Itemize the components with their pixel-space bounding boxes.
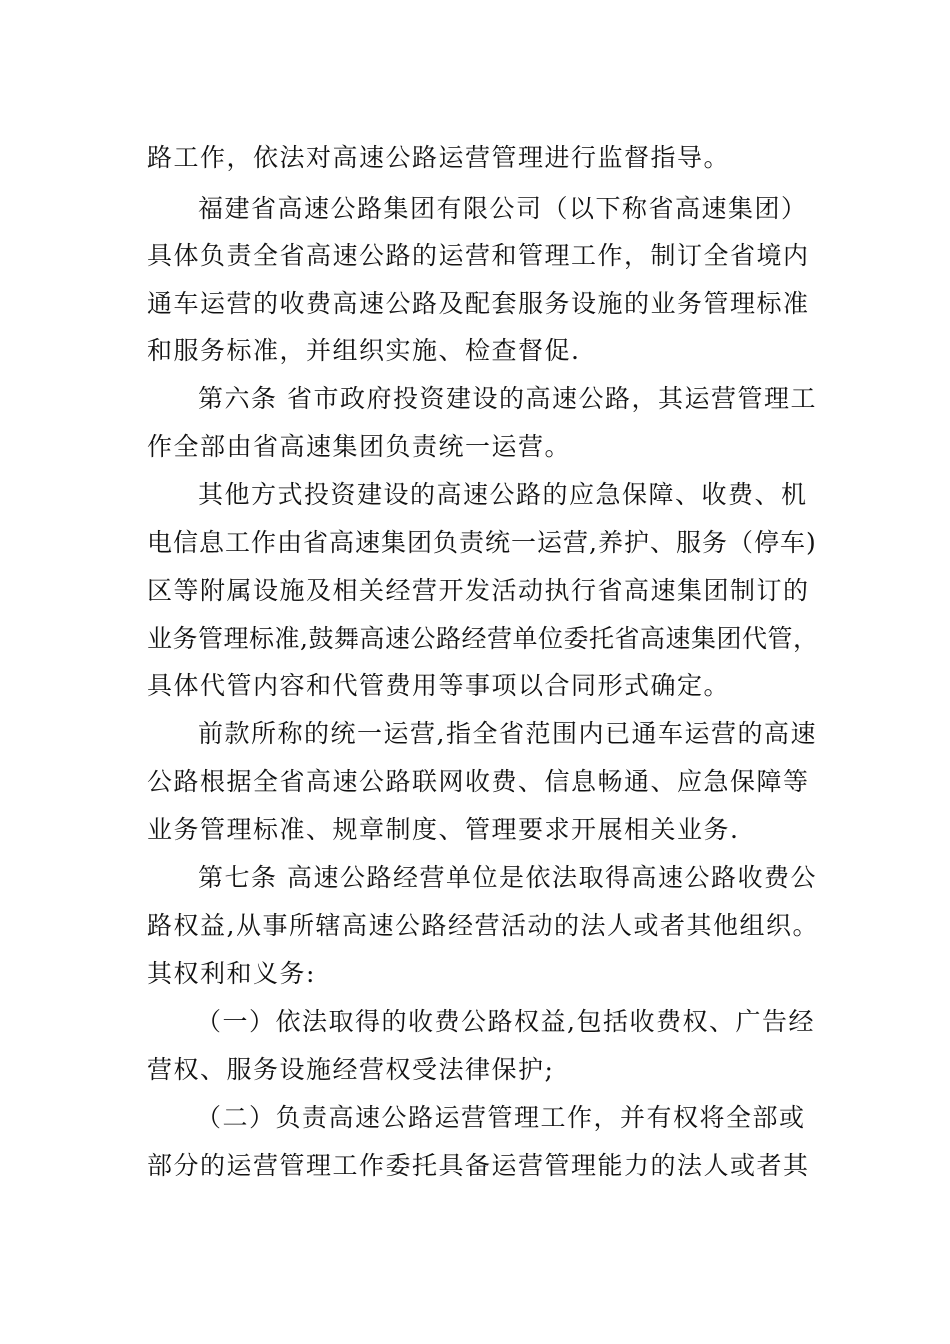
text-line: 福建省高速公路集团有限公司（以下称省高速集团） [198,194,808,223]
text-line: 营权、服务设施经营权受法律保护; [147,1055,555,1084]
text-line: 具体负责全省高速公路的运营和管理工作，制订全省境内 [147,241,810,270]
text-line: 区等附属设施及相关经营开发活动执行省高速集团制订的 [147,576,810,605]
text-line: 电信息工作由省高速集团负责统一运营,养护、服务（停车) [147,528,817,557]
text-line: 业务管理标准、规章制度、管理要求开展相关业务. [147,815,740,844]
text-line: 路权益,从事所辖高速公路经营活动的法人或者其他组织。 [147,911,819,940]
text-line: 业务管理标准,鼓舞高速公路经营单位委托省高速集团代管， [147,624,819,653]
text-line: 部分的运营管理工作委托具备运营管理能力的法人或者其 [147,1151,810,1180]
text-line: 具体代管内容和代管费用等事项以合同形式确定。 [147,671,731,700]
text-line: 第七条 高速公路经营单位是依法取得高速公路收费公 [198,863,817,892]
text-line: （二）负责高速公路运营管理工作，并有权将全部或 [196,1103,806,1132]
text-line: 第六条 省市政府投资建设的高速公路，其运营管理工 [198,384,817,413]
text-line: 其他方式投资建设的高速公路的应急保障、收费、机 [198,480,808,509]
text-line: 其权利和义务: [147,959,316,988]
text-line: 通车运营的收费高速公路及配套服务设施的业务管理标准 [147,289,810,318]
text-line: 路工作，依法对高速公路运营管理进行监督指导。 [147,143,731,172]
text-line: 前款所称的统一运营,指全省范围内已通车运营的高速 [198,719,817,748]
text-line: 公路根据全省高速公路联网收费、信息畅通、应急保障等 [147,767,810,796]
text-line: （一）依法取得的收费公路权益,包括收费权、广告经 [196,1007,815,1036]
text-line: 和服务标准，并组织实施、检查督促. [147,336,581,365]
text-line: 作全部由省高速集团负责统一运营。 [147,432,572,461]
